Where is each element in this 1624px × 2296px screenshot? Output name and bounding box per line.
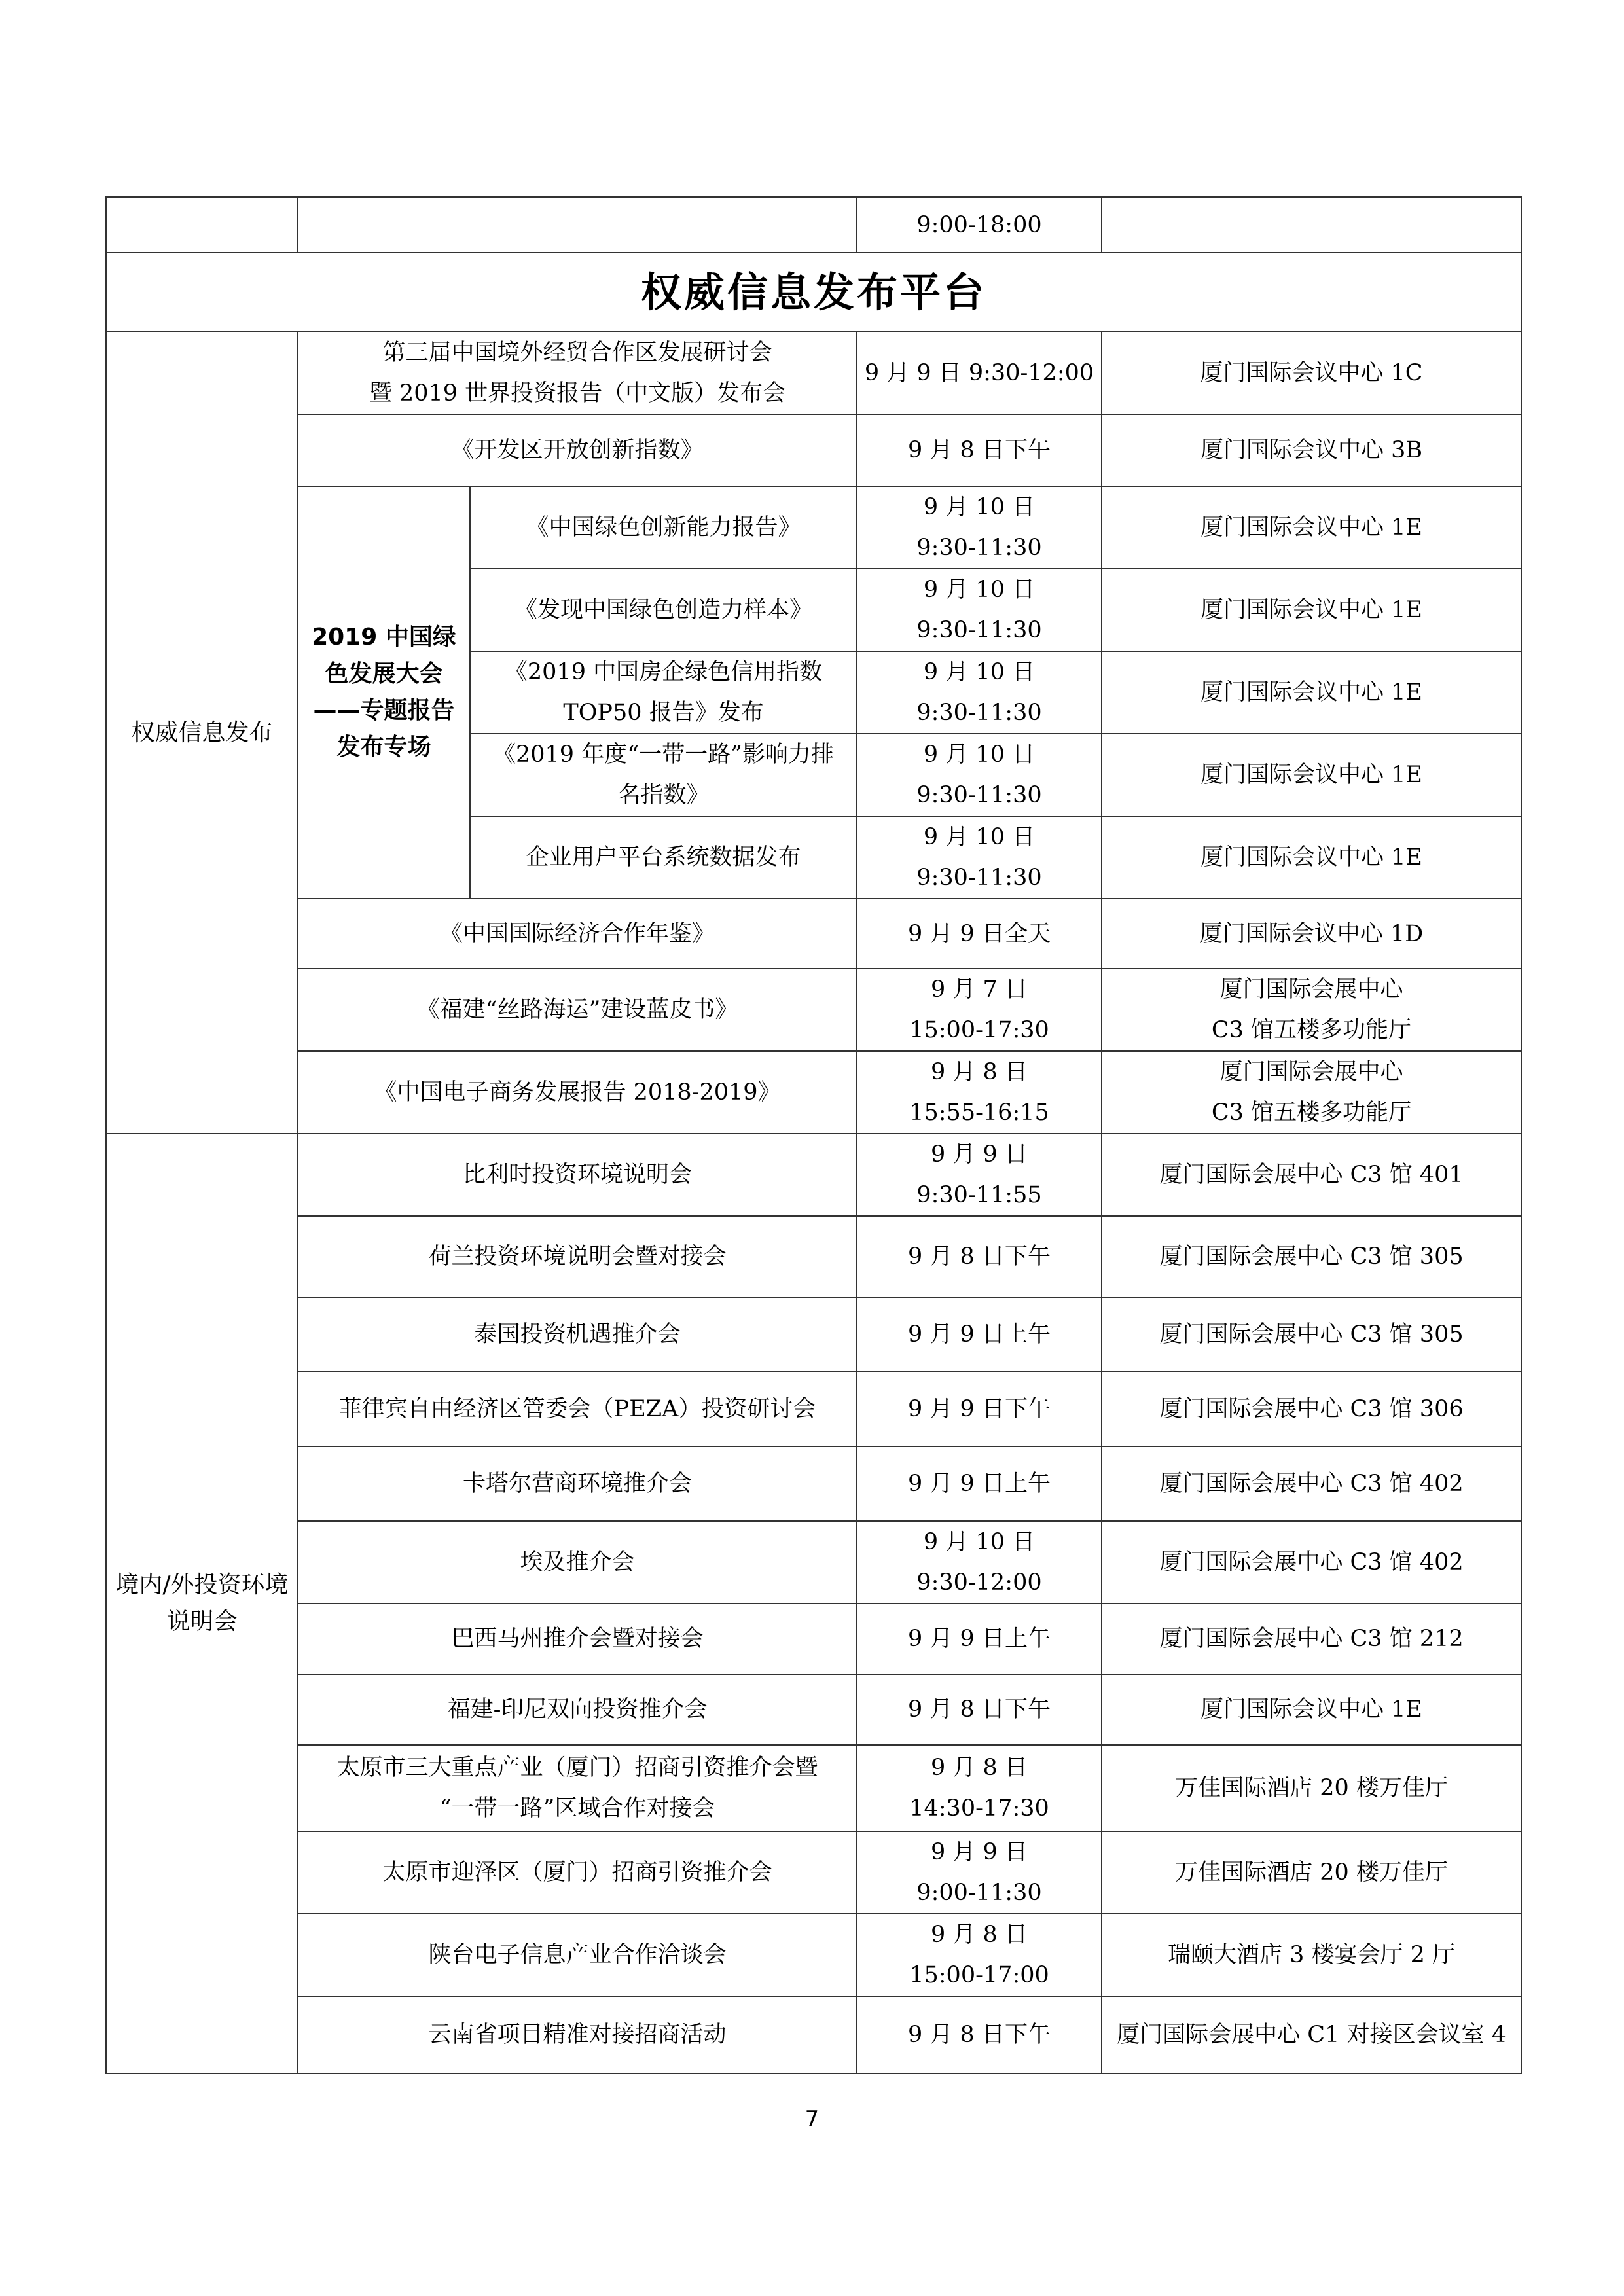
- cell-line: 菲律宾自由经济区管委会（PEZA）投资研讨会: [338, 1396, 816, 1422]
- cell-line: 9 月 8 日: [931, 1755, 1028, 1781]
- event-cell: [470, 816, 857, 899]
- cell-line: 9 月 9 日: [931, 1839, 1028, 1865]
- cell-line: 厦门国际会议中心 3B: [1200, 437, 1423, 463]
- cell-line: 9 月 10 日: [923, 577, 1036, 603]
- cell-line: 厦门国际会展中心: [1219, 977, 1403, 1003]
- venue-cell: [1102, 1914, 1521, 1996]
- cell-line: 厦门国际会议中心 1C: [1200, 360, 1423, 386]
- cell-line: 厦门国际会议中心 1E: [1200, 762, 1422, 788]
- cell-line: 9 月 9 日上午: [908, 1321, 1051, 1348]
- venue-cell: [1102, 1996, 1521, 2073]
- cell-line: 9 月 10 日: [923, 659, 1036, 685]
- cell-line: 厦门国际会议中心 1E: [1200, 679, 1422, 706]
- cell-line: 云南省项目精准对接招商活动: [428, 2022, 727, 2048]
- event-cell: [298, 1996, 857, 2073]
- event-cell: [298, 332, 857, 414]
- event-cell: [470, 486, 857, 569]
- cell-line: 厦门国际会展中心 C3 馆 305: [1159, 1321, 1464, 1348]
- table-row: [106, 1604, 1521, 1674]
- time-cell: [857, 734, 1102, 816]
- event-cell: [298, 1134, 857, 1216]
- cell-line: 比利时投资环境说明会: [462, 1162, 692, 1188]
- cell-line: 荷兰投资环境说明会暨对接会: [428, 1244, 727, 1270]
- cell-line: 9 月 9 日下午: [908, 1396, 1051, 1422]
- category-cell: 权威信息发布: [106, 332, 298, 1134]
- cell-line: 9 月 10 日: [923, 742, 1036, 768]
- venue-cell: [1102, 1446, 1521, 1521]
- time-cell: [857, 1216, 1102, 1297]
- cell-line: 9:30-11:30: [916, 700, 1042, 726]
- event-cell: [470, 569, 857, 651]
- cell-line: 厦门国际会展中心 C1 对接区会议室 4: [1117, 2022, 1506, 2048]
- venue-cell: [1102, 1216, 1521, 1297]
- cell-line: TOP50 报告》发布: [563, 700, 764, 726]
- time-cell: [857, 1831, 1102, 1914]
- event-cell: [470, 734, 857, 816]
- cell-line: “一带一路”区域合作对接会: [439, 1795, 715, 1821]
- venue-cell: [1102, 1372, 1521, 1446]
- cell-line: 厦门国际会议中心 1E: [1200, 514, 1422, 541]
- table-row: [106, 1996, 1521, 2073]
- page-number: 7: [804, 2106, 820, 2132]
- time-cell: [857, 332, 1102, 414]
- cell-line: 9 月 8 日: [931, 1922, 1028, 1948]
- table-row: [106, 197, 1521, 253]
- venue-cell: [1102, 1604, 1521, 1674]
- cell-line: 《中国绿色创新能力报告》: [526, 514, 801, 541]
- cell-line: 14:30-17:30: [909, 1795, 1049, 1821]
- event-cell: [298, 899, 857, 969]
- time-cell: [857, 1914, 1102, 1996]
- cell-line: 9 月 9 日上午: [908, 1626, 1051, 1652]
- category-cell: 境内/外投资环境说明会: [106, 1134, 298, 2073]
- time-cell: [857, 569, 1102, 651]
- cell-line: 厦门国际会展中心: [1219, 1059, 1403, 1085]
- time-cell: [857, 414, 1102, 486]
- cell-line: 厦门国际会展中心 C3 馆 402: [1159, 1471, 1464, 1497]
- cell-line: 9:30-11:30: [916, 782, 1042, 808]
- venue-cell: [1102, 332, 1521, 414]
- cell-line: 9 月 8 日下午: [908, 1244, 1051, 1270]
- event-cell: [298, 1604, 857, 1674]
- table-row: [106, 1914, 1521, 1996]
- time-cell: [857, 1297, 1102, 1372]
- cell-line: 9 月 9 日上午: [908, 1471, 1051, 1497]
- cell-line: 15:00-17:30: [909, 1017, 1049, 1043]
- cell-line: 9:30-12:00: [916, 1570, 1042, 1596]
- cell-line: 《开发区开放创新指数》: [451, 437, 704, 463]
- venue-cell: [1102, 816, 1521, 899]
- cell-line: 企业用户平台系统数据发布: [526, 844, 801, 870]
- cell-line: 太原市迎泽区（厦门）招商引资推介会: [382, 1859, 772, 1886]
- event-cell: [298, 197, 857, 253]
- table-row: [106, 1674, 1521, 1745]
- time-cell: [857, 1051, 1102, 1134]
- table-row: [106, 1521, 1521, 1604]
- venue-cell: [1102, 1521, 1521, 1604]
- cell-line: 巴西马州推介会暨对接会: [451, 1626, 704, 1652]
- cell-line: 《2019 中国房企绿色信用指数: [504, 659, 823, 685]
- venue-cell: [1102, 969, 1521, 1051]
- venue-cell: [1102, 569, 1521, 651]
- event-cell: [298, 1745, 857, 1831]
- schedule-table: [105, 196, 1522, 2074]
- cell-line: 《福建“丝路海运”建设蓝皮书》: [416, 997, 738, 1023]
- cell-line: 9 月 7 日: [931, 977, 1028, 1003]
- table-row: [106, 1446, 1521, 1521]
- time-cell: [857, 486, 1102, 569]
- cell-line: 9 月 9 日全天: [908, 920, 1051, 947]
- category-cell: [106, 197, 298, 253]
- cell-line: 泰国投资机遇推介会: [474, 1321, 681, 1348]
- cell-line: 9 月 8 日: [931, 1059, 1028, 1085]
- cell-line: 9 月 10 日: [923, 1529, 1036, 1555]
- table-row: [106, 969, 1521, 1051]
- time-cell: [857, 1446, 1102, 1521]
- event-cell: [298, 1216, 857, 1297]
- cell-line: 9 月 8 日下午: [908, 1696, 1051, 1723]
- time-cell: [857, 1745, 1102, 1831]
- cell-line: 暨 2019 世界投资报告（中文版）发布会: [369, 380, 786, 406]
- venue-cell: [1102, 1831, 1521, 1914]
- cell-line: 埃及推介会: [520, 1549, 635, 1575]
- time-cell: [857, 1134, 1102, 1216]
- cell-line: 9 月 8 日下午: [908, 437, 1051, 463]
- cell-line: 《中国电子商务发展报告 2018-2019》: [374, 1079, 781, 1105]
- cell-line: 9 月 9 日 9:30-12:00: [864, 360, 1094, 386]
- event-cell: [298, 414, 857, 486]
- time-cell: [857, 899, 1102, 969]
- event-cell: [298, 1674, 857, 1745]
- cell-line: 15:00-17:00: [909, 1962, 1049, 1988]
- cell-line: 15:55-16:15: [909, 1100, 1049, 1126]
- table-row: [106, 899, 1521, 969]
- cell-line: 9:30-11:30: [916, 535, 1042, 561]
- cell-line: 太原市三大重点产业（厦门）招商引资推介会暨: [336, 1755, 818, 1781]
- time-cell: [857, 969, 1102, 1051]
- venue-cell: [1102, 899, 1521, 969]
- cell-line: 厦门国际会展中心 C3 馆 305: [1159, 1244, 1464, 1270]
- cell-line: 厦门国际会展中心 C3 馆 401: [1159, 1162, 1464, 1188]
- cell-line: 厦门国际会议中心 1E: [1200, 844, 1422, 870]
- cell-line: 卡塔尔营商环境推介会: [462, 1471, 692, 1497]
- venue-cell: [1102, 1051, 1521, 1134]
- table-row: [106, 1297, 1521, 1372]
- table-row: [106, 1134, 1521, 1216]
- time-cell: [857, 1372, 1102, 1446]
- cell-line: 福建-印尼双向投资推介会: [447, 1696, 708, 1723]
- table-row: [106, 332, 1521, 414]
- time-cell: [857, 1674, 1102, 1745]
- event-cell: [298, 1051, 857, 1134]
- event-cell: [298, 1372, 857, 1446]
- event-cell: [298, 1521, 857, 1604]
- schedule-table-body: [106, 197, 1521, 2073]
- venue-cell: [1102, 651, 1521, 734]
- section-banner-title: 权威信息发布平台: [106, 253, 1521, 332]
- time-cell: [857, 1996, 1102, 2073]
- cell-line: 厦门国际会议中心 1E: [1200, 1696, 1422, 1723]
- cell-line: 厦门国际会展中心 C3 馆 212: [1159, 1626, 1464, 1652]
- cell-line: 第三届中国境外经贸合作区发展研讨会: [382, 340, 772, 366]
- cell-line: 9 月 10 日: [923, 824, 1036, 850]
- cell-line: 《发现中国绿色创造力样本》: [514, 597, 812, 623]
- event-cell: [298, 1297, 857, 1372]
- cell-line: 瑞颐大酒店 3 楼宴会厅 2 厅: [1167, 1942, 1456, 1968]
- event-cell: [298, 1446, 857, 1521]
- table-row: [106, 1051, 1521, 1134]
- cell-line: 9:00-11:30: [916, 1880, 1042, 1906]
- cell-line: 9:30-11:30: [916, 865, 1042, 891]
- cell-line: 陕台电子信息产业合作洽谈会: [428, 1942, 727, 1968]
- time-cell: [857, 816, 1102, 899]
- event-cell: [298, 1914, 857, 1996]
- cell-line: 9 月 8 日下午: [908, 2022, 1051, 2048]
- cell-line: 万佳国际酒店 20 楼万佳厅: [1175, 1859, 1448, 1886]
- cell-line: 9 月 9 日: [931, 1141, 1028, 1168]
- time-cell: [857, 1604, 1102, 1674]
- table-row: [106, 1745, 1521, 1831]
- venue-cell: [1102, 734, 1521, 816]
- cell-line: C3 馆五楼多功能厅: [1211, 1017, 1412, 1043]
- cell-line: 《2019 年度“一带一路”影响力排: [493, 742, 834, 768]
- table-row: [106, 414, 1521, 486]
- table-row: [106, 1372, 1521, 1446]
- table-row: [106, 1831, 1521, 1914]
- venue-cell: [1102, 197, 1521, 253]
- cell-line: 9:30-11:55: [916, 1182, 1042, 1208]
- cell-line: 万佳国际酒店 20 楼万佳厅: [1175, 1775, 1448, 1801]
- cell-line: 《中国国际经济合作年鉴》: [439, 920, 715, 947]
- time-cell: 9:00-18:00: [857, 197, 1102, 253]
- cell-line: 厦门国际会展中心 C3 馆 306: [1159, 1396, 1464, 1422]
- cell-line: 厦门国际会议中心 1D: [1199, 920, 1424, 947]
- cell-line: 厦门国际会议中心 1E: [1200, 597, 1422, 623]
- venue-cell: [1102, 1297, 1521, 1372]
- event-cell: [298, 1831, 857, 1914]
- venue-cell: [1102, 414, 1521, 486]
- cell-line: 厦门国际会展中心 C3 馆 402: [1159, 1549, 1464, 1575]
- cell-line: 9:30-11:30: [916, 617, 1042, 643]
- table-row: [106, 1216, 1521, 1297]
- cell-line: 9 月 10 日: [923, 494, 1036, 520]
- time-cell: [857, 1521, 1102, 1604]
- subgroup-label-cell: 2019 中国绿色发展大会——专题报告发布专场: [298, 486, 470, 899]
- banner-row: [106, 253, 1521, 332]
- event-cell: [470, 651, 857, 734]
- time-cell: [857, 651, 1102, 734]
- event-cell: [298, 969, 857, 1051]
- venue-cell: [1102, 1745, 1521, 1831]
- cell-line: C3 馆五楼多功能厅: [1211, 1100, 1412, 1126]
- venue-cell: [1102, 1674, 1521, 1745]
- venue-cell: [1102, 1134, 1521, 1216]
- table-row: [106, 486, 1521, 569]
- cell-line: 名指数》: [617, 782, 710, 808]
- venue-cell: [1102, 486, 1521, 569]
